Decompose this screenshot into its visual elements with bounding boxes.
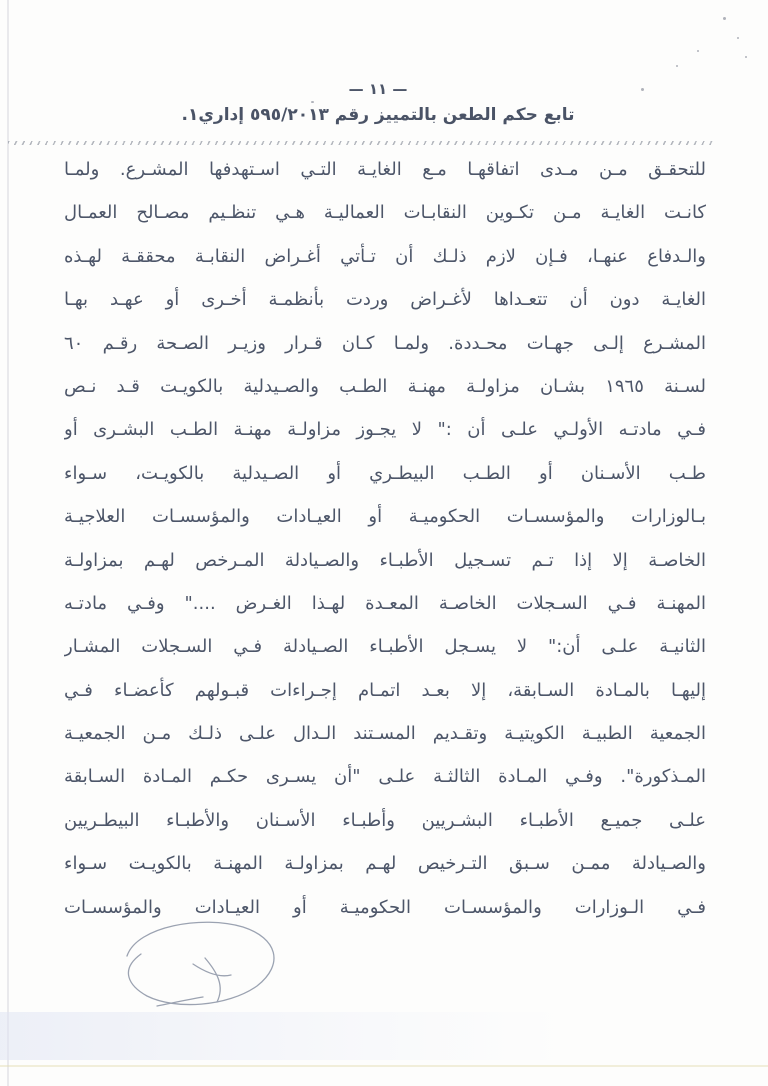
body-line: المشـرع إلـى جهـات محـددة. ولمـا كـان قـرار وزيـر الصـحة رقـم ٦٠ — [64, 332, 706, 354]
header-separator-rule — [8, 141, 714, 145]
body-line: إليهـا بالمـادة السـابقة، إلا بعـد اتمـام إجـراءات قبـولهم كأعضـاء فـي — [64, 679, 706, 701]
judgment-body-text — [64, 148, 706, 929]
body-line: الجمعية الطبيـة الكويتيـة وتقـديم المسـتند الـدال علـى ذلـك مـن الجمعيـة — [64, 723, 706, 745]
body-line: والـدفاع عنهـا، فـإن لازم ذلـك أن تـأتي أغـراض النقابـة محققـة لهـذه — [64, 245, 706, 267]
body-line: الغايـة دون أن تتعـداها لأغـراض وردت بأنظمـة أخـرى أو عهـد بهـا — [64, 289, 706, 311]
scan-speck — [737, 37, 739, 39]
body-line: طـب الأسـنان أو الطـب البيطـري أو الصـيدلية بالكويـت، سـواء — [64, 462, 706, 484]
body-line: للتحقـق مـن مـدى اتفاقهـا مـع الغايـة التـي اسـتهدفها المشـرع. ولمـا — [64, 159, 706, 180]
body-line: كانـت الغايـة مـن تكـوين النقابـات العماليـة هـي تنظـيم مصـالح العمـال — [64, 202, 706, 224]
scan-speck — [641, 88, 644, 91]
page-number: — ١١ — — [348, 80, 408, 98]
body-line: المـذكورة". وفـي المـادة الثالثـة علـى "أن يسـرى حكـم المـادة السـابقة — [64, 766, 706, 788]
case-header-title: تابع حكم الطعن بالتمييز رقم ٥٩٥/٢٠١٣ إداري١. — [181, 105, 575, 125]
body-line: بـالوزارات والمؤسسـات الحكوميـة أو العيـادات والمؤسسـات العلاجيـة — [64, 506, 706, 528]
signature-icon — [105, 912, 305, 1027]
scan-speck — [311, 101, 314, 103]
scan-speck — [723, 17, 726, 20]
body-line: والصـيادلة ممـن سـبق التـرخيص لهـم بمزاولـة المهنـة بالكويـت سـواء — [64, 853, 706, 875]
body-line: فـي مادتـه الأولـي علـى أن :" لا يجـوز مزاولـة مهنـة الطـب البشـرى أو — [64, 419, 706, 441]
body-line: لسـنة ١٩٦٥ بشـان مزاولـة مهنـة الطـب والصـيدلية بالكويـت قـد نـص — [64, 375, 706, 397]
body-line: علـى جميـع الأطبـاء البشـريين وأطبـاء الأسـنان والأطبـاء البيطـريين — [64, 809, 706, 831]
body-line: المهنـة فـي السـجلات الخاصـة المعـدة لهـذا الغـرض ...." وفـي مادتـه — [64, 592, 706, 614]
scan-artifact-line — [0, 1065, 768, 1067]
body-line: الثانيـة علـى أن:" لا يسـجل الأطبـاء الصـيادلة فـي السـجلات المشـار — [64, 636, 706, 658]
body-line: الخاصـة إلا إذا تـم تسـجيل الأطبـاء والصـيادلة المـرخص لهـم بمزاولـة — [64, 549, 706, 571]
page-left-edge-shadow — [7, 0, 9, 1086]
scan-shadow-band — [0, 1012, 640, 1060]
scan-speck — [745, 56, 747, 58]
scan-speck — [697, 50, 699, 52]
body-line: فـي الـوزارات والمؤسسـات الحكوميـة أو العيـادات والمؤسسـات — [64, 896, 706, 918]
scan-speck — [676, 65, 678, 67]
